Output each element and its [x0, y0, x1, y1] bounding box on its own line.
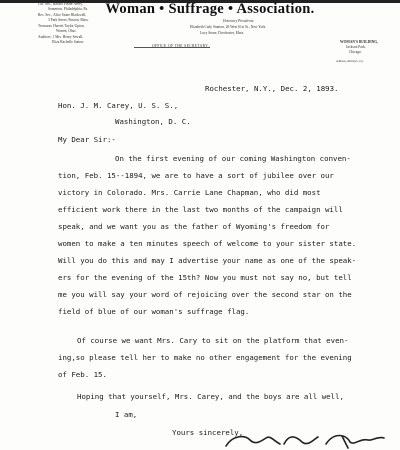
officer-line: Cor. Sec., Rachel Foster Avery,	[38, 2, 83, 6]
body-line: On the first evening of our coming Washington conven-	[115, 154, 351, 163]
recipient-line: Washington, D. C.	[115, 117, 191, 126]
body-line: Will you do this and may I advertise your name as one of the speak-	[58, 256, 357, 265]
office-label: OFFICE OF THE SECRETARY.	[152, 44, 210, 48]
building-line: WOMAN'S BUILDING,	[340, 40, 378, 44]
building-line: Chicago.	[349, 50, 362, 54]
handwritten-signature	[222, 432, 400, 450]
officer-line: Auditors: { Mrs. Henry Sewall,	[38, 35, 84, 39]
body-line: tion, Feb. 15--1894, we are to have a sort of jubilee over our	[58, 171, 334, 180]
body-line: victory in Colorado. Mrs. Carrie Lane Chapman, who did most	[58, 188, 321, 197]
body-line: ing,so please tell her to make no other engagement for the evening	[58, 353, 352, 362]
officer-line: Eliza Rachelle Sutton.	[52, 40, 85, 44]
body-line: me you will say your word of rejoicing over the second star on the	[58, 290, 352, 299]
building-line: Jackson Park,	[346, 45, 366, 49]
recipient-line: Hon. J. M. Carey, U. S. S.,	[58, 101, 179, 110]
body-line: I am,	[115, 410, 138, 419]
salutation: My Dear Sir:-	[58, 135, 116, 144]
officer-line: Somerton, Philadelphia, Pa.	[48, 7, 89, 11]
body-line: women to make a ten minutes speech of welcome to your sister state.	[58, 239, 357, 248]
officer-line: Warren, Ohio.	[56, 29, 77, 33]
body-line: Hoping that yourself, Mrs. Carey, and the boys are all well,	[77, 392, 344, 401]
organization-name: Woman • Suffrage • Association.	[105, 1, 315, 17]
president-line: Elizabeth Cady Stanton, 26 West 61st St., New York.	[190, 25, 267, 29]
place-date: Rochester, N.Y., Dec. 2, 1893.	[205, 84, 339, 93]
body-line: ers for the evening of the 15th? Now you must not say no, but tell	[58, 273, 352, 282]
officer-line: Rec. Sec., Alice Stone Blackwell,	[38, 13, 87, 17]
officer-line: 3 Park Street, Boston, Mass.	[48, 18, 89, 22]
officer-line: Treasurer, Harriet Taylor Upton,	[38, 24, 85, 28]
address-note: Address, Albany's, n.y.	[336, 59, 364, 63]
body-line: efficient work there in the last two months of the campaign will	[58, 205, 343, 214]
body-line: field of blue of our woman's suffrage flag.	[58, 307, 250, 316]
closing: Yours sincerely,	[172, 428, 244, 437]
presidents-title: Honorary Presidents:	[223, 19, 255, 23]
body-line: of Feb. 15.	[58, 370, 107, 379]
president-line: Lucy Stone, Dorchester, Mass.	[200, 31, 245, 35]
body-line: Of course we want Mrs. Cary to sit on the platform that even-	[77, 336, 349, 345]
body-line: speak, and we want you as the father of Wyoming's freedom for	[58, 222, 330, 231]
